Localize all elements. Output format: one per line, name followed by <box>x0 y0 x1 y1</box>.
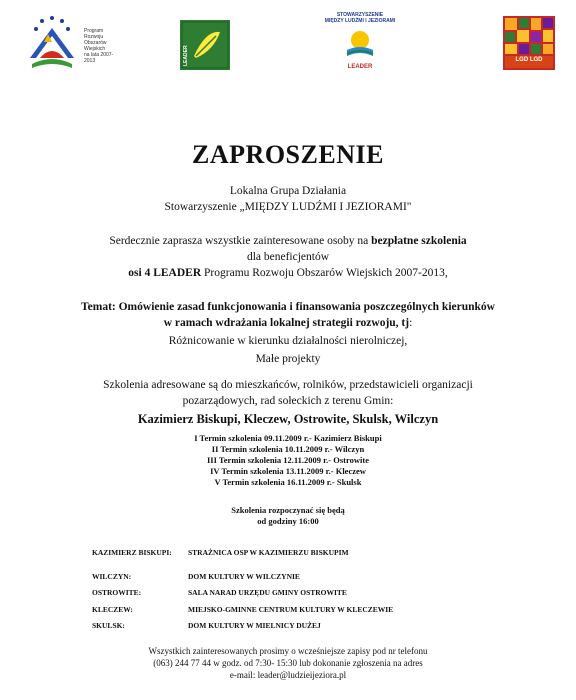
topic-line-2 <box>0 316 576 331</box>
location-label: WILCZYN: <box>92 572 132 581</box>
org-association-line: Stowarzyszenie „MIĘDZY LUDŹMI I JEZIORAMI" <box>164 201 412 213</box>
intro-program: Programu Rozwoju Obszarów Wiejskich 2007-2013, <box>201 267 448 279</box>
location-value: SALA NARAD URZĘDU GMINY OSTROWITE <box>188 588 347 597</box>
leader-logo <box>180 20 230 70</box>
location-label: KAZIMIERZ BISKUPI: <box>92 548 172 557</box>
contact-email[interactable]: e-mail: leader@ludzieijeziora.pl <box>229 670 347 680</box>
prow-emblem-icon <box>22 14 82 72</box>
topic-line-4: Małe projekty <box>255 353 321 365</box>
intro-line-1 <box>0 234 576 249</box>
term-item: IV Termin szkolenia 13.11.2009 r.- Kleczew <box>210 466 366 476</box>
start-line-1: Szkolenia rozpoczynać się będą <box>231 505 345 515</box>
location-value: DOM KULTURY W WILCZYNIE <box>188 572 300 581</box>
stowarzyszenie-text-line: STOWARZYSZENIE <box>336 12 384 18</box>
term-item: III Termin szkolenia 12.11.2009 r.- Ostrowite <box>207 455 369 465</box>
topic-colon: : <box>409 317 413 329</box>
intro-line-3 <box>0 266 576 281</box>
intro-text: Serdecznie zaprasza wszystkie zainteresowane osoby na <box>109 235 372 247</box>
sun-lake-icon <box>345 28 375 60</box>
topic-strategy: w ramach wdrażania lokalnej strategii rozwoju, tj <box>163 317 410 329</box>
prow-text-line: Rozwoju <box>84 34 104 40</box>
org-name-line: Lokalna Grupa Działania <box>229 185 347 197</box>
audience-line-2: pozarządowych, rad sołeckich z terenu Gmin: <box>182 395 394 407</box>
stowarzyszenie-text-line: MIĘDZY LUDŹMI I JEZIORAMI <box>324 18 396 24</box>
intro-axis: osi 4 LEADER <box>128 267 202 279</box>
footer-line-1: Wszystkich zainteresowanych prosimy o wcześniejsze zapisy pod nr telefonu <box>148 646 428 656</box>
lgd-logo <box>503 16 555 70</box>
logo-bar <box>0 0 576 90</box>
leader-logo-text: LEADER <box>183 45 189 66</box>
lgd-logo-text: LGD LGD <box>515 57 543 63</box>
prow-logo <box>22 14 122 74</box>
topic-line-3: Różnicowanie w kierunku działalności nierolniczej, <box>168 335 408 347</box>
term-item: V Termin szkolenia 16.11.2009 r.- Skulsk <box>214 477 362 487</box>
stowarzyszenie-logo <box>320 12 400 74</box>
page-title: ZAPROSZENIE <box>192 140 384 169</box>
prow-text-line: Wiejskich <box>84 46 106 52</box>
prow-text-line: na lata 2007-2013 <box>84 52 114 64</box>
location-value: MIEJSKO-GMINNE CENTRUM KULTURY W KLECZEWIE <box>188 605 394 614</box>
gminy-list: Kazimierz Biskupi, Kleczew, Ostrowite, Skulsk, Wilczyn <box>137 412 439 426</box>
topic-line-1: Temat: Omówienie zasad funkcjonowania i finansowania poszczególnych kierunków <box>81 301 495 313</box>
location-label: SKULSK: <box>92 621 125 630</box>
term-item: II Termin szkolenia 10.11.2009 r.- Wilczyn <box>211 444 365 454</box>
term-item: I Termin szkolenia 09.11.2009 r.- Kazimierz Biskupi <box>194 433 382 443</box>
location-value: DOM KULTURY W MIELNICY DUŻEJ <box>188 621 321 630</box>
stowarzyszenie-sub-text: LEADER <box>347 64 373 70</box>
location-label: KLECZEW: <box>92 605 133 614</box>
location-value: STRAŻNICA OSP W KAZIMIERZU BISKUPIM <box>188 548 349 557</box>
prow-text-line: Obszarów <box>84 40 107 46</box>
prow-text-line: Program <box>84 28 104 34</box>
start-time: od godziny 16:00 <box>257 516 319 526</box>
intro-free-training: bezpłatne szkolenia <box>371 235 467 247</box>
audience-line-1: Szkolenia adresowane są do mieszkańców, rolników, przedstawicieli organizacji <box>103 379 473 391</box>
footer-line-2: (063) 244 77 44 w godz. od 7:30- 15:30 lub dokonanie zgłoszenia na adres <box>153 658 423 668</box>
intro-line-2: dla beneficjentów <box>246 251 330 263</box>
location-label: OSTROWITE: <box>92 588 142 597</box>
